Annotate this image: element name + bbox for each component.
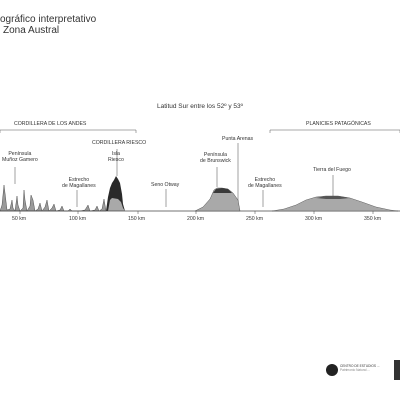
logo-line-1: CENTRO DE ESTUDIOS ...: [340, 364, 380, 368]
institution-logo-text: [340, 364, 380, 372]
title-line-2: Zona Austral: [3, 25, 60, 36]
corner-mark: [394, 360, 400, 380]
tick-200: 200 km: [187, 216, 205, 222]
title-line-1: ográfico interpretativo: [0, 14, 97, 25]
tick-250: 250 km: [246, 216, 264, 222]
label-peninsula-brunswick: Península de Brunswick: [200, 152, 231, 164]
axis-ticks: [20, 211, 373, 214]
tick-50: 50 km: [12, 216, 27, 222]
logo-line-2: Patrimonio Natural ...: [340, 368, 370, 372]
tick-300: 300 km: [305, 216, 323, 222]
tick-350: 350 km: [364, 216, 382, 222]
label-seno-otway: Seno Otway: [151, 182, 180, 188]
label-peninsula-munoz: Península Muñoz Gamero: [2, 151, 38, 163]
region-andes-label: CORDILLERA DE LOS ANDES: [14, 121, 87, 127]
label-estrecho-2: Estrecho de Magallanes: [248, 177, 282, 189]
label-tierra-fuego: Tierra del Fuego: [313, 167, 351, 173]
label-cordillera-riesco: CORDILLERA RIESCO: [92, 140, 147, 146]
institution-logo-icon: [326, 364, 338, 376]
label-estrecho-1: Estrecho de Magallanes: [62, 177, 96, 189]
label-punta-arenas: Punta Arenas: [222, 136, 254, 142]
planicies-bracket: [270, 130, 400, 133]
region-planicies-label: PLANICIES PATAGÓNICAS: [306, 121, 371, 127]
tick-100: 100 km: [69, 216, 87, 222]
andes-bracket: [0, 130, 136, 133]
leader-lines: [15, 143, 333, 207]
latitude-subtitle: Latitud Sur entre los 52º y 53º: [156, 103, 244, 110]
tick-150: 150 km: [128, 216, 146, 222]
label-isla-riesco: Isla Riesco: [108, 151, 124, 163]
